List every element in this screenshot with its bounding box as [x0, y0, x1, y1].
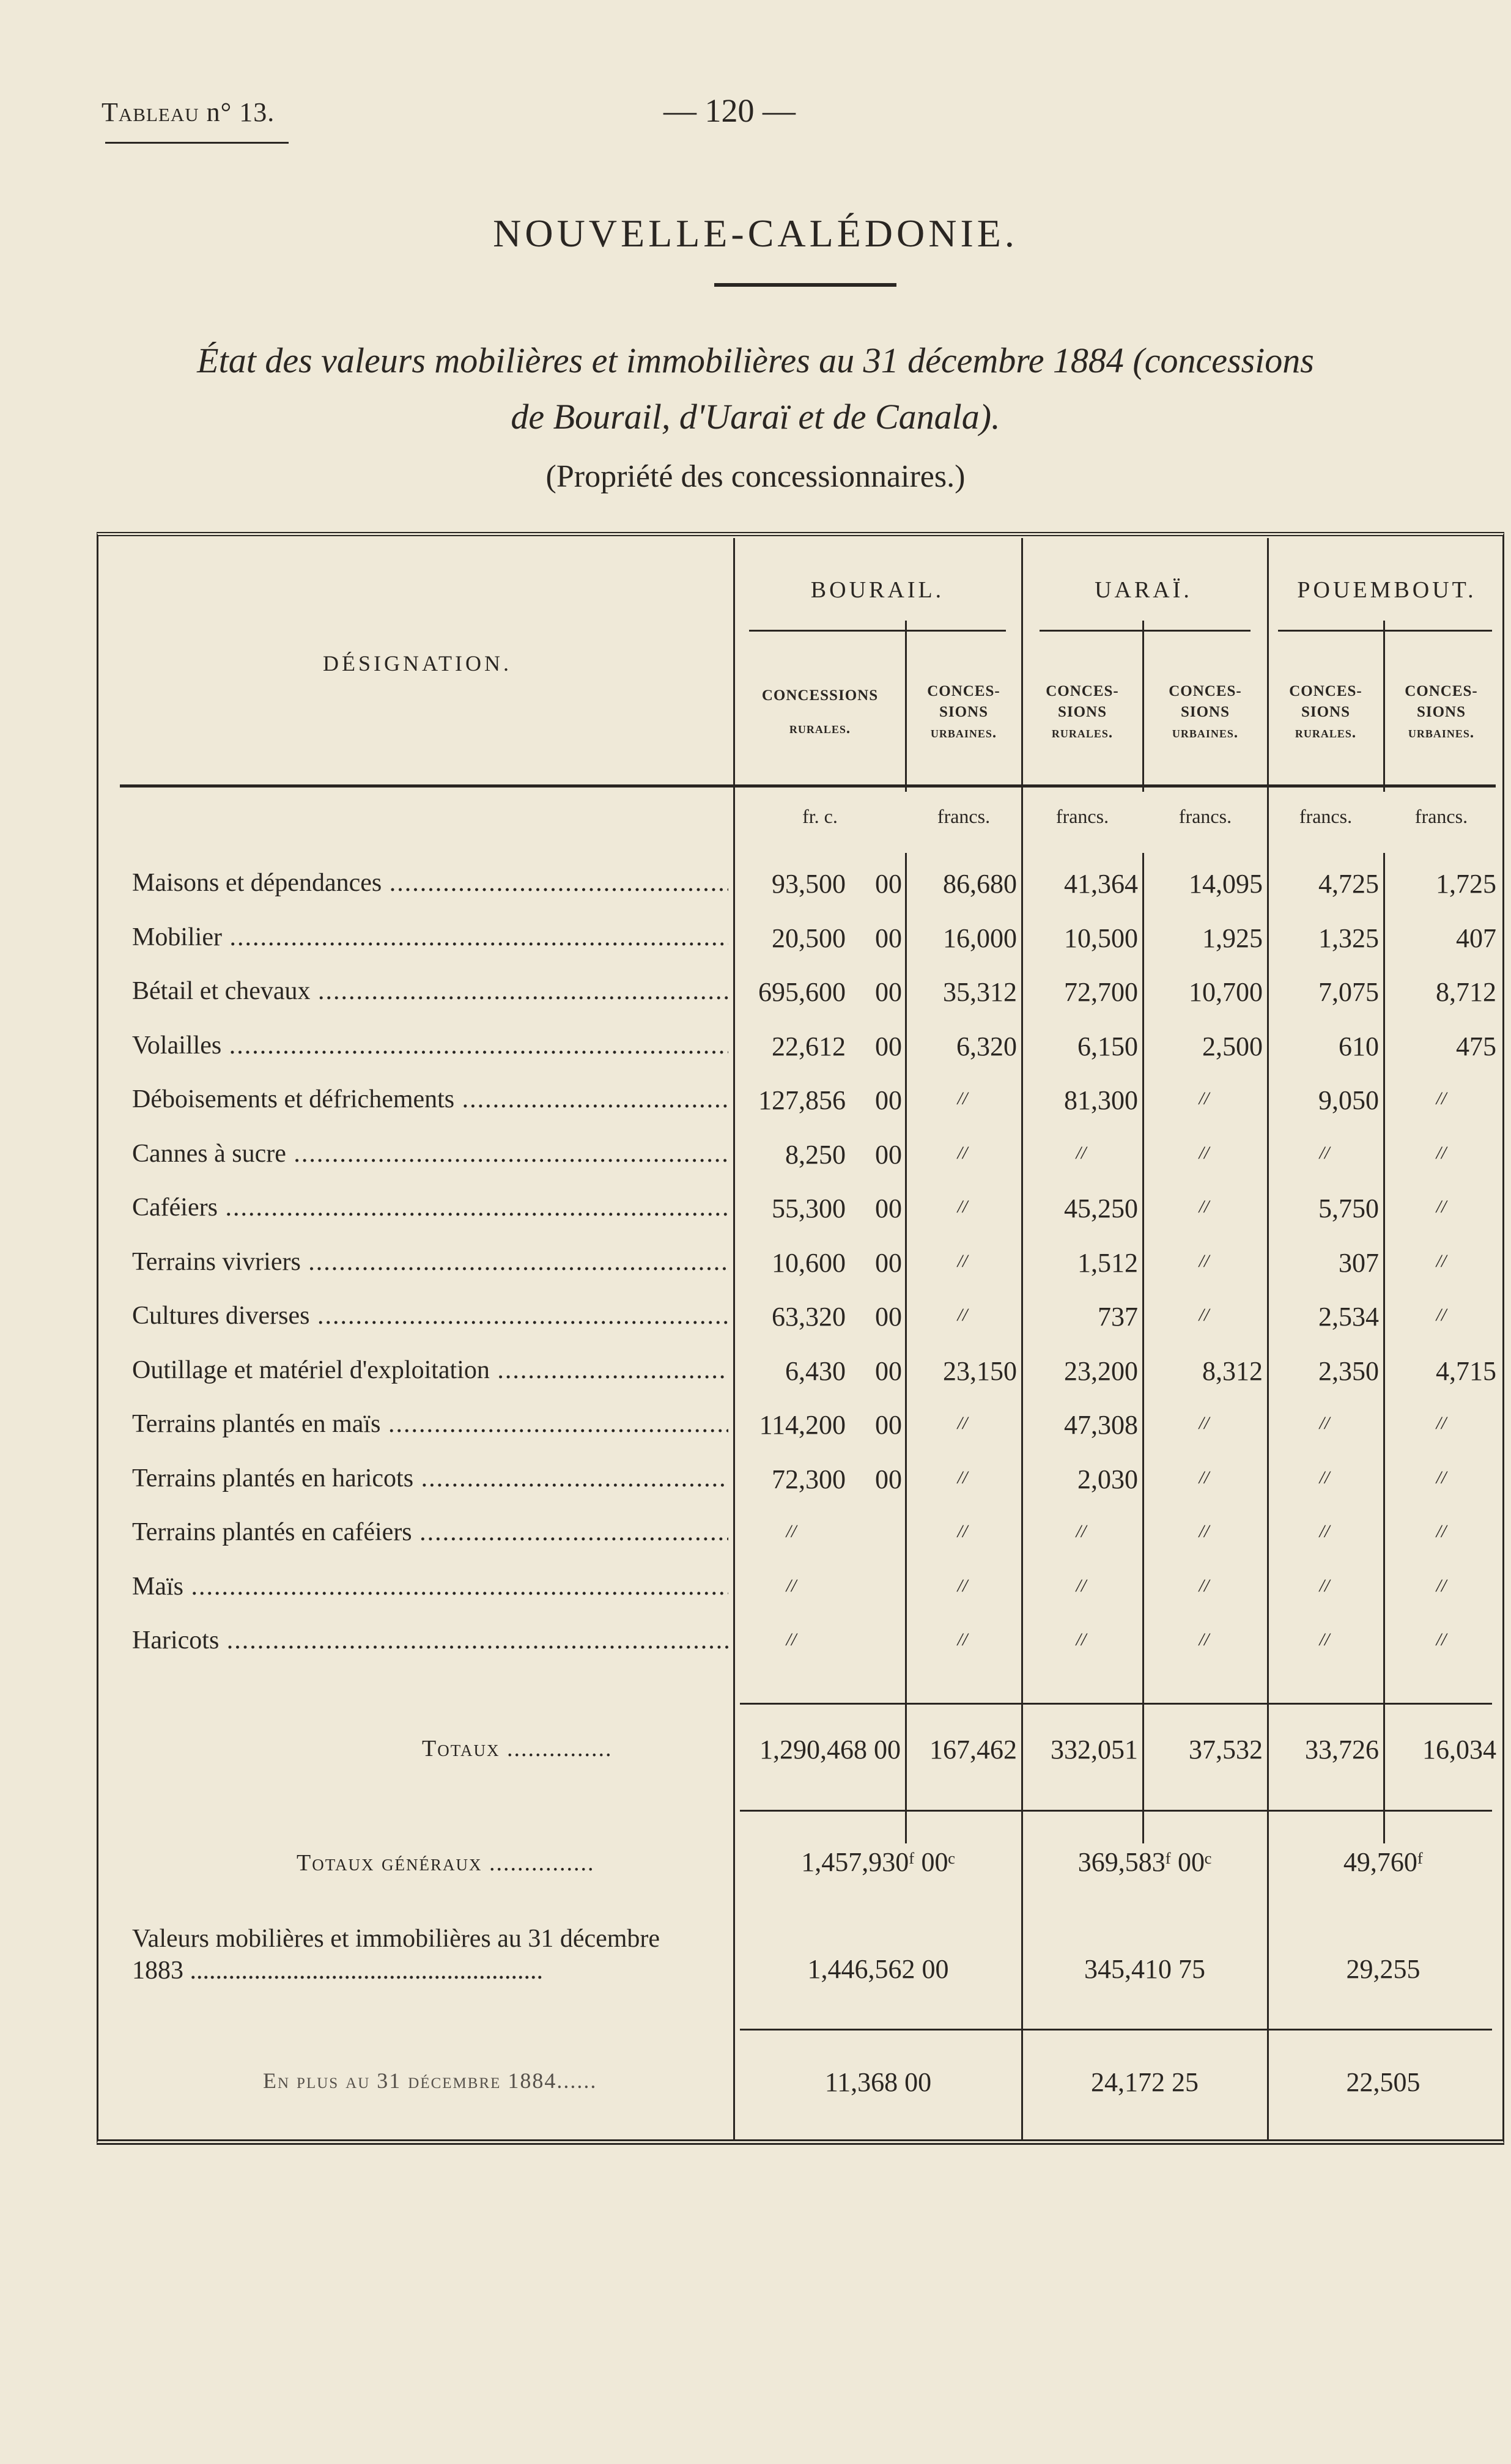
table-cell: 475 — [1456, 1031, 1496, 1061]
table-cell: 45,250 — [1064, 1193, 1138, 1223]
table-cell: 1,925 — [1202, 923, 1263, 953]
table-cell: 4,715 — [1436, 1356, 1496, 1386]
row-label: Terrains plantés en haricots ..... — [132, 1464, 728, 1493]
table-cell: // — [957, 1413, 968, 1433]
table-cell: // — [1319, 1576, 1330, 1596]
table-cell: 20,500 — [772, 923, 846, 953]
en-plus-value: 24,172 25 — [1091, 2067, 1199, 2097]
table-cell: // — [1436, 1088, 1447, 1108]
row-label: Maïs ..... — [132, 1572, 728, 1601]
totals-rule — [740, 1703, 1492, 1705]
table-cell: 9,050 — [1318, 1085, 1379, 1115]
table-cell: // — [1076, 1629, 1087, 1650]
totaux-value: 16,034 — [1422, 1735, 1496, 1765]
table-cell: // — [1436, 1197, 1447, 1217]
subheader-uarai-rurales: CONCES- SIONS rurales. — [1046, 683, 1119, 741]
table-cell: 14,095 — [1189, 869, 1263, 899]
table-cell: 10,600 — [772, 1248, 846, 1278]
col-divider — [1383, 621, 1385, 792]
designation-header: DÉSIGNATION. — [323, 651, 512, 676]
valeurs-1883-value: 29,255 — [1346, 1954, 1420, 1984]
unit-label: francs. — [937, 805, 991, 827]
table-cell: // — [1436, 1251, 1447, 1271]
table-cell: 86,680 — [943, 869, 1017, 899]
subtitle-line-1: État des valeurs mobilières et immobilières au 31 décembre 1884 (concessions — [197, 341, 1314, 380]
table-cell: // — [1319, 1143, 1330, 1163]
totaux-label: Totaux ............... — [422, 1736, 613, 1761]
table-cell: 35,312 — [943, 977, 1017, 1007]
table-cell: // — [1199, 1088, 1210, 1108]
group-header-uarai: UARAÏ. — [1095, 577, 1192, 603]
unit-label: francs. — [1178, 805, 1232, 827]
unit-label: francs. — [1299, 805, 1353, 827]
totaux-generaux-value: 1,457,930ᶠ 00ᶜ — [801, 1847, 955, 1877]
table-cell: 55,300 — [772, 1193, 846, 1223]
group-rule — [1278, 630, 1492, 632]
totaux-generaux-value: 369,583ᶠ 00ᶜ — [1077, 1847, 1212, 1877]
table-cell: // — [957, 1629, 968, 1650]
totaux-value: 332,051 — [1051, 1735, 1138, 1765]
totals-rule — [740, 2029, 1492, 2031]
table-cell: // — [1319, 1467, 1330, 1488]
valeurs-1883-value: 345,410 75 — [1084, 1954, 1205, 1984]
row-label: Cannes à sucre ..... — [132, 1139, 728, 1168]
group-header-pouembout: POUEMBOUT. — [1297, 577, 1477, 603]
table-cell: // — [1319, 1413, 1330, 1433]
table-cell: // — [957, 1305, 968, 1325]
table-cell: 81,300 — [1064, 1085, 1138, 1115]
table-cell: // — [1199, 1576, 1210, 1596]
table-cell: 10,500 — [1064, 923, 1138, 953]
row-label: Volailles ..... — [132, 1031, 728, 1060]
unit-label: fr. c. — [802, 805, 838, 827]
table-cell: // — [1199, 1251, 1210, 1271]
table-cell: 8,312 — [1202, 1356, 1263, 1386]
table-cell: 5,750 — [1318, 1193, 1379, 1223]
table-cell: 6,320 — [956, 1031, 1017, 1061]
table-cell: 2,030 — [1077, 1464, 1138, 1494]
row-label: Terrains plantés en caféiers ..... — [132, 1518, 728, 1547]
table-cell: 2,534 — [1318, 1302, 1379, 1332]
subtitle-line-2: de Bourail, d'Uaraï et de Canala). — [511, 397, 1000, 437]
table-cell: 00 — [875, 869, 902, 899]
table-cell: 47,308 — [1064, 1410, 1138, 1440]
row-label: Haricots ..... — [132, 1626, 728, 1655]
table-cell: 00 — [875, 1248, 902, 1278]
unit-label: francs. — [1055, 805, 1109, 827]
totaux-value: 33,726 — [1305, 1735, 1379, 1765]
table-cell: 23,150 — [943, 1356, 1017, 1386]
row-label: Mobilier ..... — [132, 923, 728, 952]
table-cell: 41,364 — [1064, 869, 1138, 899]
subheader-pouembout-urbaines: CONCES- SIONS urbaines. — [1405, 683, 1478, 741]
row-label: Bétail et chevaux ..... — [132, 976, 728, 1006]
col-divider — [733, 538, 735, 2140]
table-cell: 6,150 — [1077, 1031, 1138, 1061]
table-cell: // — [1199, 1629, 1210, 1650]
col-divider — [1142, 621, 1144, 792]
row-label: Déboisements et défrichements ..... — [132, 1085, 728, 1114]
page-number: — 120 — — [663, 92, 796, 129]
table-cell: 16,000 — [943, 923, 1017, 953]
table-cell: 10,700 — [1189, 977, 1263, 1007]
unit-label: francs. — [1414, 805, 1468, 827]
table-cell: 2,350 — [1318, 1356, 1379, 1386]
en-plus-value: 22,505 — [1346, 2067, 1420, 2097]
table-cell: // — [1076, 1576, 1087, 1596]
table-cell: 737 — [1098, 1302, 1138, 1332]
table-cell: // — [1436, 1521, 1447, 1541]
table-cell: // — [957, 1251, 968, 1271]
data-table — [97, 532, 1504, 2145]
table-cell: 6,430 — [785, 1356, 846, 1386]
table-cell: 00 — [875, 1140, 902, 1170]
table-cell: 00 — [875, 1302, 902, 1332]
table-cell: // — [786, 1521, 797, 1541]
en-plus-value: 11,368 00 — [824, 2067, 932, 2097]
group-rule — [1040, 630, 1251, 632]
table-cell: 695,600 — [758, 977, 846, 1007]
table-cell: // — [1436, 1143, 1447, 1163]
table-cell: 7,075 — [1318, 977, 1379, 1007]
table-cell: // — [1076, 1521, 1087, 1541]
table-cell: // — [957, 1467, 968, 1488]
table-cell: // — [1436, 1576, 1447, 1596]
table-cell: 407 — [1456, 923, 1496, 953]
table-number: Tableau n° 13. — [102, 97, 275, 127]
row-label: Cultures diverses ..... — [132, 1301, 728, 1330]
table-cell: 610 — [1339, 1031, 1379, 1061]
col-divider — [1021, 538, 1023, 2140]
totaux-generaux-label: Totaux généraux ............... — [297, 1850, 595, 1876]
subheader-bourail-urbaines: CONCES- SIONS urbaines. — [927, 683, 1000, 741]
table-cell: // — [1319, 1521, 1330, 1541]
valeurs-1883-value: 1,446,562 00 — [807, 1954, 949, 1984]
subheader-bourail-rurales: CONCESSIONS rurales. — [761, 687, 879, 737]
table-cell: // — [1436, 1305, 1447, 1325]
table-cell: 1,512 — [1077, 1248, 1138, 1278]
table-cell: // — [1199, 1467, 1210, 1488]
table-cell: 93,500 — [772, 869, 846, 899]
table-cell: 307 — [1339, 1248, 1379, 1278]
row-label: Caféiers ..... — [132, 1193, 728, 1222]
table-cell: 127,856 — [758, 1085, 846, 1115]
table-cell: 23,200 — [1064, 1356, 1138, 1386]
en-plus-label: En plus au 31 décembre 1884...... — [263, 2068, 597, 2093]
title-rule — [714, 283, 896, 287]
table-cell: // — [1436, 1629, 1447, 1650]
table-cell: // — [1199, 1521, 1210, 1541]
row-label: Terrains vivriers ..... — [132, 1247, 728, 1277]
table-cell: // — [1199, 1197, 1210, 1217]
table-cell: // — [786, 1576, 797, 1596]
table-cell: // — [1199, 1305, 1210, 1325]
totaux-generaux-value: 49,760ᶠ — [1343, 1847, 1424, 1877]
table-cell: // — [1319, 1629, 1330, 1650]
table-cell: // — [1199, 1413, 1210, 1433]
table-cell: // — [1436, 1413, 1447, 1433]
table-cell: 00 — [875, 1356, 902, 1386]
table-cell: // — [1076, 1143, 1087, 1163]
col-divider — [905, 621, 907, 792]
table-cell: 114,200 — [759, 1410, 846, 1440]
table-cell: 4,725 — [1318, 869, 1379, 899]
row-label: Maisons et dépendances ..... — [132, 868, 728, 898]
totaux-value: 167,462 — [929, 1735, 1017, 1765]
header-underline — [105, 142, 289, 144]
subtitle-parenthetical: (Propriété des concessionnaires.) — [545, 459, 966, 494]
table-cell: // — [957, 1088, 968, 1108]
table-cell: 00 — [875, 1410, 902, 1440]
table-cell: 72,700 — [1064, 977, 1138, 1007]
table-cell: 00 — [875, 1031, 902, 1061]
table-cell: 72,300 — [772, 1464, 846, 1494]
table-cell: // — [957, 1576, 968, 1596]
totaux-value: 37,532 — [1189, 1735, 1263, 1765]
table-cell: // — [957, 1143, 968, 1163]
table-cell: 63,320 — [772, 1302, 846, 1332]
table-cell: // — [1199, 1143, 1210, 1163]
col-divider — [1267, 538, 1269, 2140]
table-cell: // — [957, 1197, 968, 1217]
col-divider — [1383, 853, 1385, 1843]
col-divider — [1142, 853, 1144, 1843]
subheader-pouembout-rurales: CONCES- SIONS rurales. — [1289, 683, 1362, 741]
table-cell: 2,500 — [1202, 1031, 1263, 1061]
table-cell: 1,725 — [1436, 869, 1496, 899]
header-rule — [120, 784, 1496, 788]
page-title: NOUVELLE-CALÉDONIE. — [493, 212, 1018, 255]
table-cell: 1,325 — [1318, 923, 1379, 953]
group-rule — [749, 630, 1006, 632]
table-cell: 00 — [875, 977, 902, 1007]
row-label: Outillage et matériel d'exploitation ..... — [132, 1356, 728, 1385]
table-cell: 8,250 — [785, 1140, 846, 1170]
row-label: Terrains plantés en maïs ..... — [132, 1409, 728, 1439]
subheader-uarai-urbaines: CONCES- SIONS urbaines. — [1169, 683, 1242, 741]
group-header-bourail: BOURAIL. — [810, 577, 945, 603]
table-cell: 8,712 — [1436, 977, 1496, 1007]
totals-rule — [740, 1810, 1492, 1812]
table-cell: // — [957, 1521, 968, 1541]
table-cell: 22,612 — [772, 1031, 846, 1061]
valeurs-1883-label: Valeurs mobilières et immobilières au 31 décembre 1883 ....................................................... — [132, 1925, 660, 1985]
col-divider — [905, 853, 907, 1843]
table-cell: // — [786, 1629, 797, 1650]
table-cell: 00 — [875, 923, 902, 953]
totaux-value: 1,290,468 00 — [759, 1735, 901, 1765]
table-cell: 00 — [875, 1464, 902, 1494]
table-cell: 00 — [875, 1085, 902, 1115]
table-cell: 00 — [875, 1193, 902, 1223]
table-cell: // — [1436, 1467, 1447, 1488]
